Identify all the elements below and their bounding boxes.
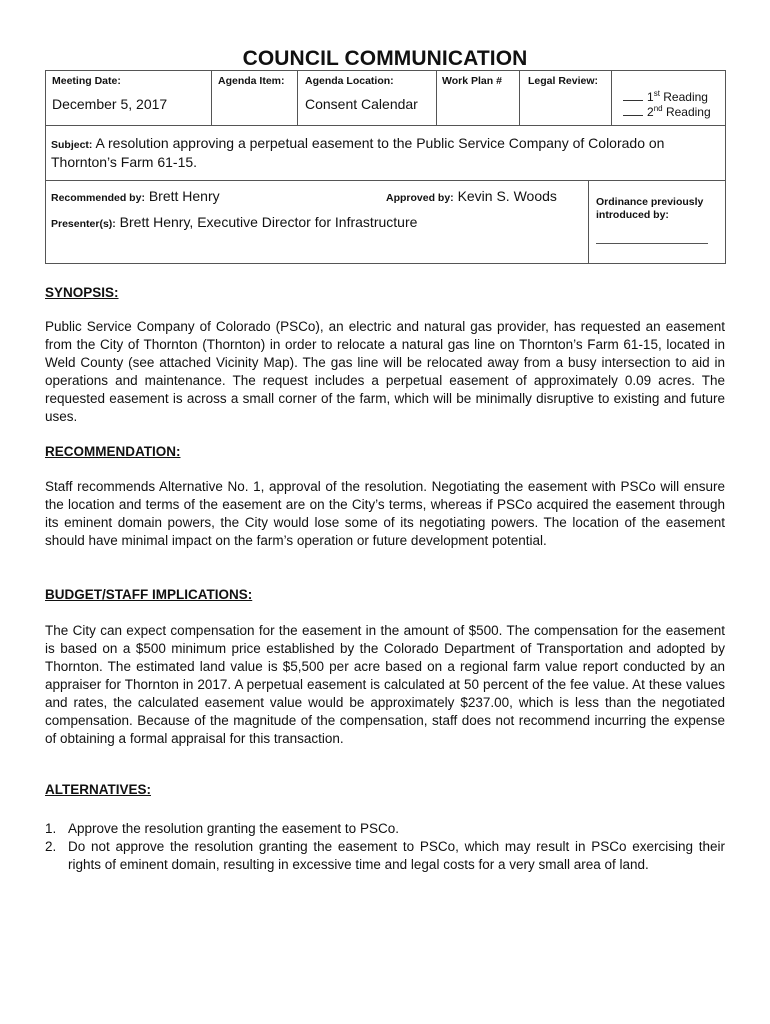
col-divider-4	[519, 70, 520, 125]
row-divider-people	[45, 180, 726, 181]
subject-row	[51, 135, 731, 171]
agenda-location-label: Agenda Location:	[305, 75, 394, 87]
second-reading-blank	[623, 115, 643, 116]
subject-text: A resolution approving a perpetual easement to the Public Service Company of Colorado on Thornton’s Farm 61-15.	[51, 135, 665, 170]
first-reading-word: Reading	[663, 90, 708, 104]
synopsis-heading: SYNOPSIS:	[45, 285, 119, 300]
page-title: COUNCIL COMMUNICATION	[242, 47, 528, 70]
legal-review-label: Legal Review:	[528, 75, 599, 87]
second-reading	[623, 104, 711, 119]
second-reading-ordinal: 2	[647, 105, 654, 119]
recommended-by	[51, 188, 220, 204]
row-divider-subject	[45, 125, 726, 126]
approved-by-value: Kevin S. Woods	[457, 188, 557, 204]
subject-label: Subject:	[51, 139, 93, 151]
col-divider-1	[211, 70, 212, 125]
synopsis-text: Public Service Company of Colorado (PSCo), an electric and natural gas provider, has requested an easement from the City of Thornton (Thornton) in order to relocate a natural gas line on Thornton’s Farm 61-15, located in Weld County (see attached Vicinity Map). The gas line will be relocated away from a busy intersection to aid in operations and maintenance. The request includes a perpetual easement of approximately 0.09 acres. The requested easement is across a small corner of the farm, which will be minimally disruptive to existing and future uses.	[45, 319, 725, 424]
recommendation-heading: RECOMMENDATION:	[45, 444, 181, 459]
work-plan-label: Work Plan #	[442, 75, 502, 87]
alternative-item	[45, 820, 725, 838]
meeting-date-value: December 5, 2017	[52, 96, 168, 112]
first-reading	[623, 89, 708, 104]
alternative-text: Approve the resolution granting the easement to PSCo.	[68, 821, 399, 836]
col-divider-5	[611, 70, 612, 125]
recommended-by-value: Brett Henry	[148, 188, 220, 204]
second-reading-suffix: nd	[653, 104, 663, 113]
ordinance-blank-line	[596, 243, 708, 244]
recommended-by-label: Recommended by:	[51, 192, 145, 204]
budget-heading: BUDGET/STAFF IMPLICATIONS:	[45, 587, 253, 602]
first-reading-ordinal: 1	[647, 90, 654, 104]
presenters	[51, 214, 417, 230]
presenters-label: Presenter(s):	[51, 218, 116, 230]
col-divider-3	[436, 70, 437, 125]
alternatives-list	[45, 820, 725, 874]
second-reading-word: Reading	[665, 105, 711, 119]
col-divider-2	[297, 70, 298, 125]
approved-by	[386, 188, 557, 204]
alternatives-heading: ALTERNATIVES:	[45, 782, 151, 797]
budget-text: The City can expect compensation for the easement in the amount of $500. The compensation for the easement is based on a $500 minimum price established by the Colorado Department of Transportation and adopted by Thornton. The estimated land value is $5,500 per acre based on a regional farm value report conducted by an appraiser for Thornton in 2017. A perpetual easement is calculated at 50 percent of the fee value. At these values and rates, the calculated easement value would be approximately $237.00, which is less than the negotiated compensation. Because of the magnitude of the compensation, staff does not recommend incurring the expense of obtaining a formal appraisal for this transaction.	[45, 623, 725, 746]
col-divider-ordinance	[588, 180, 589, 264]
alternative-text: Do not approve the resolution granting the easement to PSCo, which may result in PSCo exercising their rights of eminent domain, resulting in excessive time and legal costs for a very small area of land.	[68, 839, 725, 872]
first-reading-suffix: st	[653, 89, 660, 98]
ordinance-label: Ordinance previously introduced by:	[596, 196, 704, 221]
alternative-number: 1.	[45, 821, 57, 836]
alternative-number: 2.	[45, 839, 57, 854]
presenters-value: Brett Henry, Executive Director for Infrastructure	[119, 214, 418, 230]
alternative-item	[45, 838, 725, 874]
agenda-item-label: Agenda Item:	[218, 75, 285, 87]
meeting-date-label: Meeting Date:	[52, 75, 121, 87]
first-reading-blank	[623, 100, 643, 101]
agenda-location-value: Consent Calendar	[305, 96, 418, 112]
recommendation-text: Staff recommends Alternative No. 1, approval of the resolution. Negotiating the easement with PSCo will ensure the location and terms of the easement are on the City’s terms, whereas if PSCo acquired the easement through its eminent domain powers, the City would lose some of its negotiating powers. The location of the easement should have minimal impact on the farm’s operation or future development potential.	[45, 479, 725, 548]
approved-by-label: Approved by:	[386, 192, 454, 204]
